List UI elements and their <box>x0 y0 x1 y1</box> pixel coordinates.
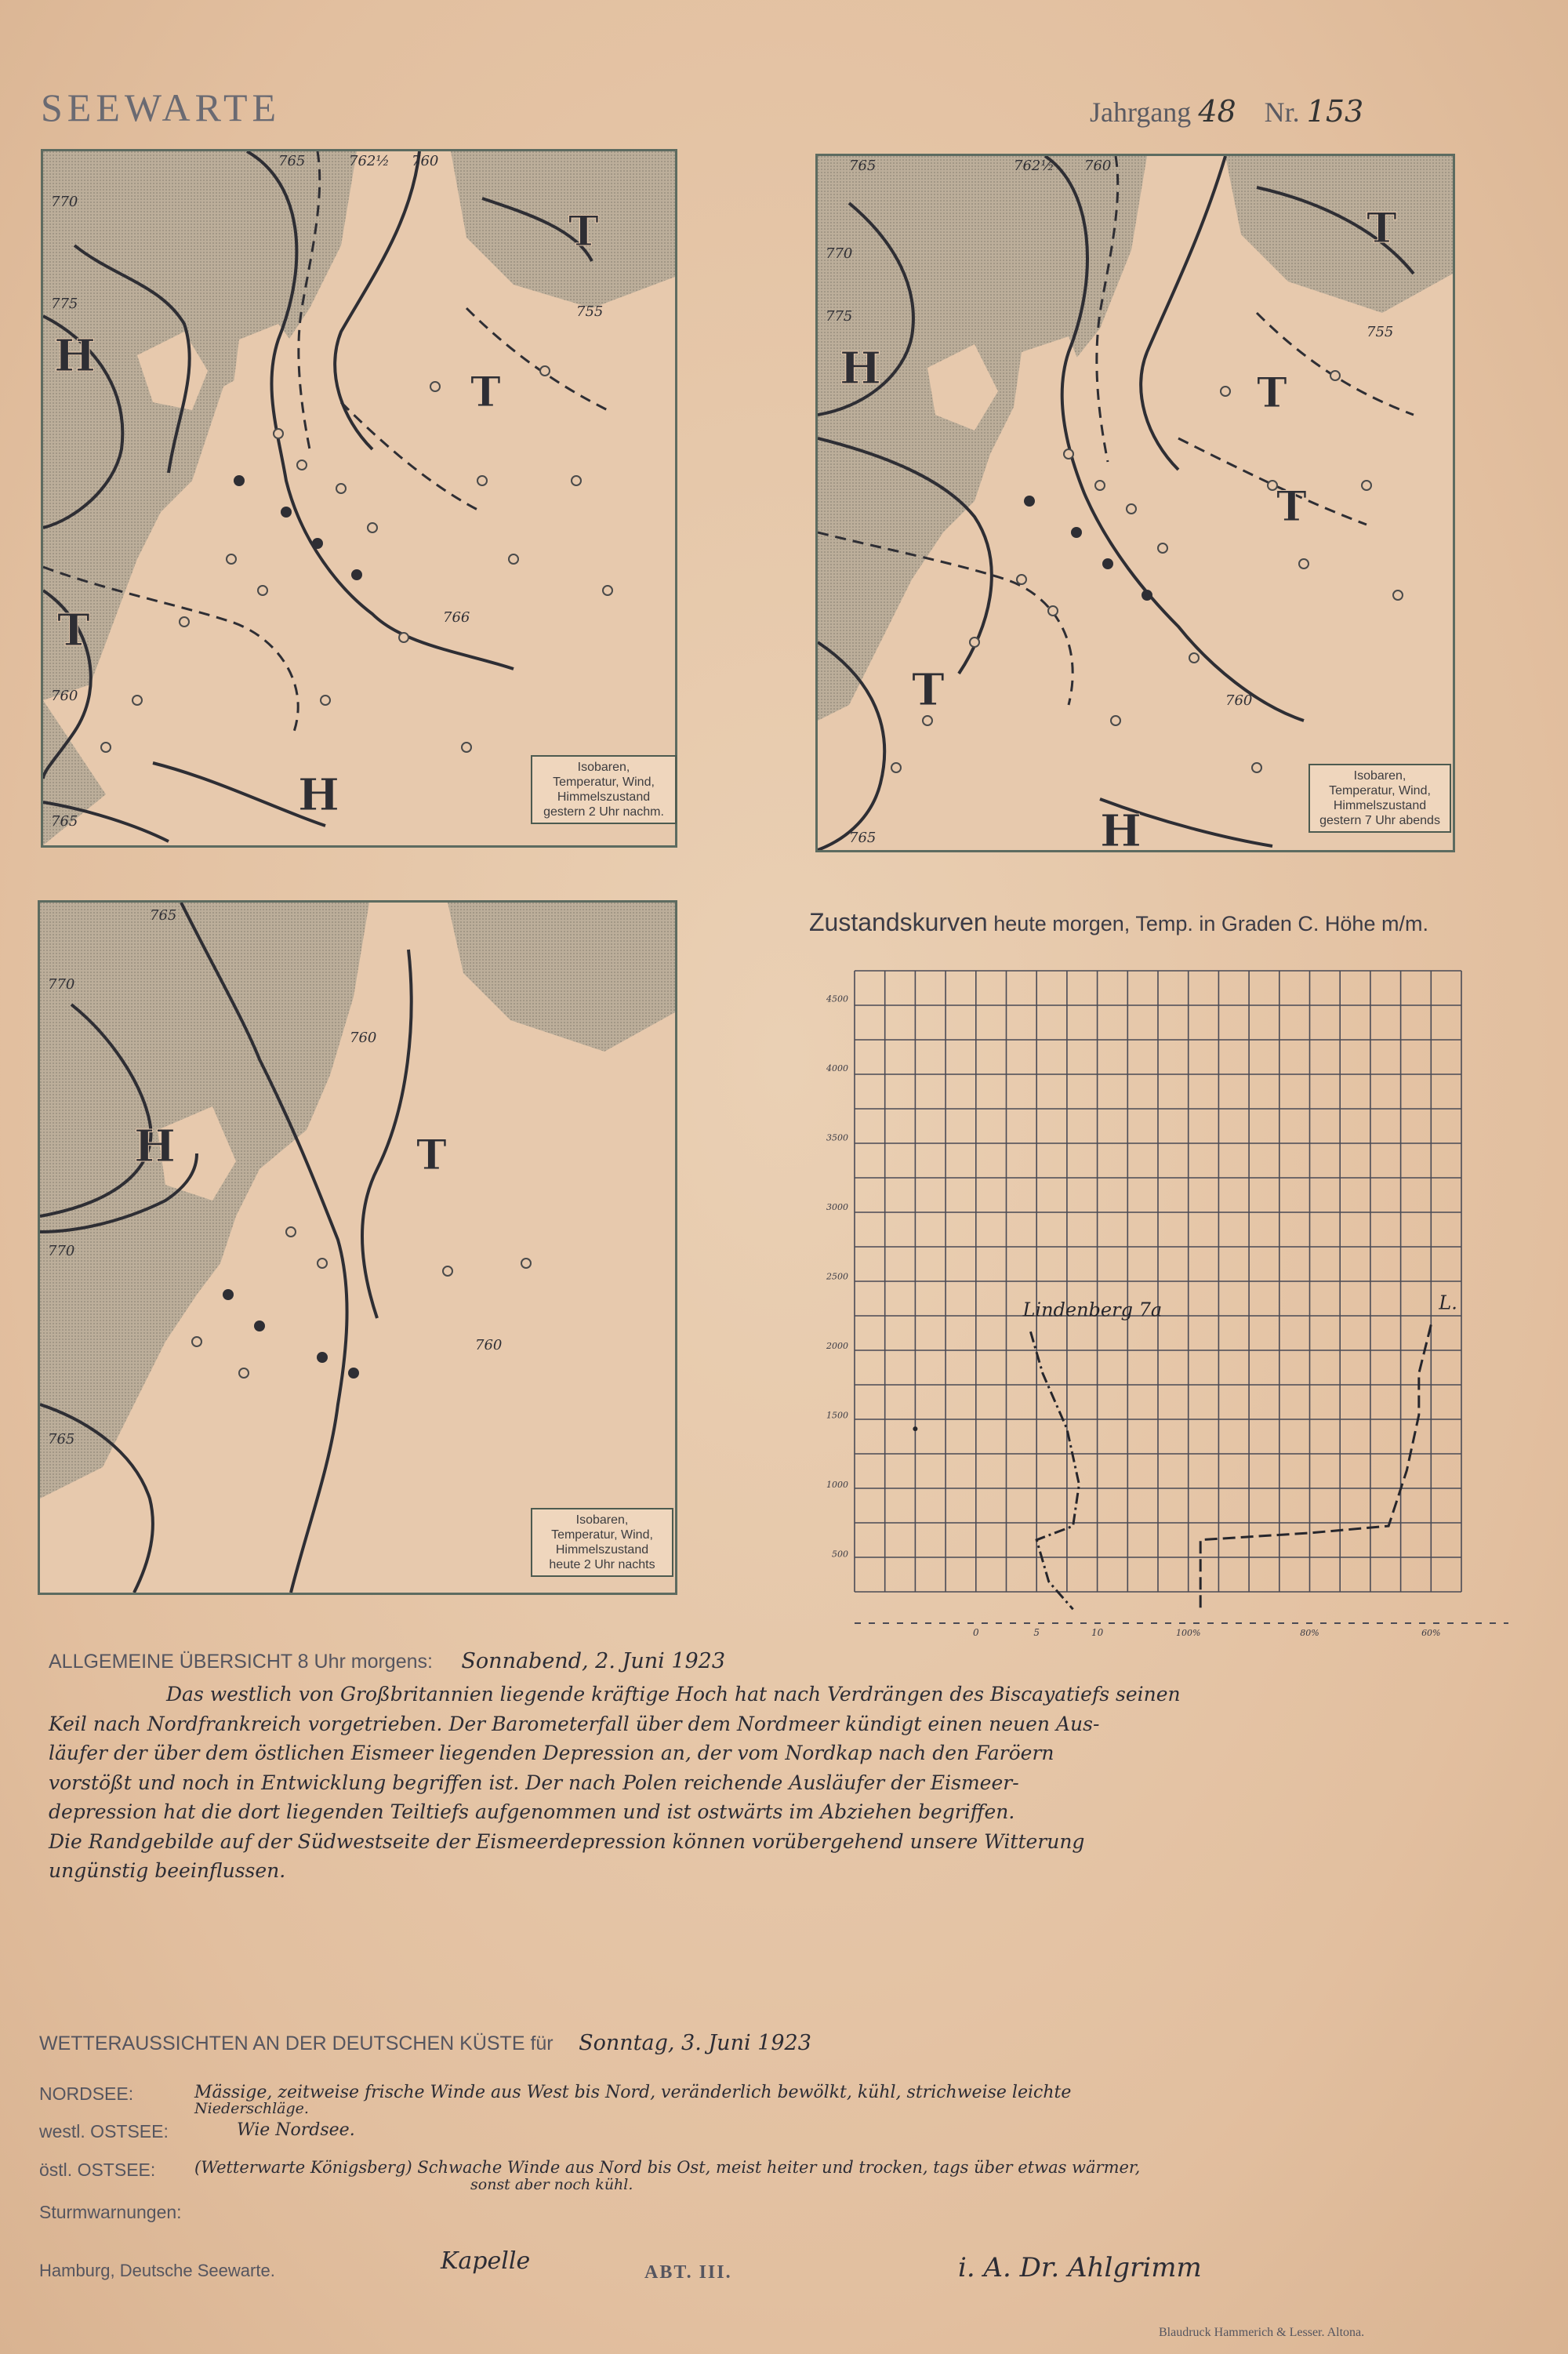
signature-left: Kapelle <box>441 2247 531 2275</box>
series-line <box>1030 1331 1079 1609</box>
svg-text:T: T <box>1257 369 1287 417</box>
svg-text:765: 765 <box>48 1431 75 1448</box>
map-drawing <box>40 903 675 1593</box>
x-tick-label-humidity: 60% <box>1421 1628 1441 1638</box>
svg-text:765: 765 <box>278 153 306 169</box>
svg-text:755: 755 <box>576 303 604 320</box>
svg-text:775: 775 <box>826 308 853 325</box>
svg-text:770: 770 <box>48 976 75 993</box>
svg-text:T: T <box>1367 205 1397 252</box>
nordsee-forecast: Mässige, zeitweise frische Winde aus West bis Nord, veränderlich bewölkt, kühl, strichweise leichte <box>194 2083 1072 2102</box>
map-drawing <box>43 151 675 845</box>
y-tick-label: 2000 <box>826 1340 848 1351</box>
footer-place: Hamburg, Deutsche Seewarte. <box>39 2261 275 2280</box>
storm-warnings-label: Sturmwarnungen: <box>39 2202 182 2222</box>
overview-date: Sonnabend, 2. Juni 1923 <box>461 1649 726 1673</box>
svg-text:T: T <box>416 1132 447 1179</box>
svg-text:765: 765 <box>849 830 877 846</box>
chart-subtitle: heute morgen, Temp. in Graden C. Höhe m/m. <box>993 912 1428 935</box>
legend-line: Temperatur, Wind, <box>551 1528 653 1542</box>
volume-value: 48 <box>1198 94 1236 129</box>
sounding-chart <box>803 902 1524 1647</box>
x-tick-label-temperature: 10 <box>1091 1627 1104 1638</box>
forecast-date: Sonntag, 3. Juni 1923 <box>579 2031 811 2055</box>
legend-line: Temperatur, Wind, <box>1329 784 1431 797</box>
westl-ostsee-forecast: Wie Nordsee. <box>237 2120 355 2140</box>
overview-line: depression hat die dort liegenden Teiltiefs aufgenommen und ist ostwärts im Abziehen begriffen. <box>49 1800 1015 1823</box>
signature-right: i. A. Dr. Ahlgrimm <box>958 2252 1202 2283</box>
svg-text:H: H <box>134 1121 176 1172</box>
series-label: L. <box>1439 1291 1457 1314</box>
department: ABT. III. <box>644 2262 732 2283</box>
overview-header <box>49 1649 1507 1673</box>
forecast-header <box>39 2031 1497 2055</box>
nordsee-forecast-cont: Niederschläge. <box>194 2100 309 2117</box>
svg-text:H: H <box>1100 805 1142 850</box>
svg-text:H: H <box>54 330 96 382</box>
map-legend <box>531 755 677 824</box>
x-tick-label-temperature: 0 <box>972 1627 979 1638</box>
overview-line: vorstößt und noch in Entwicklung begriffen ist. Der nach Polen reichende Ausläufer der Eismeer- <box>49 1771 1019 1794</box>
oestl-ostsee-forecast-cont: sonst aber noch kühl. <box>470 2176 633 2193</box>
legend-line: Temperatur, Wind, <box>553 776 655 789</box>
svg-text:766: 766 <box>443 609 470 626</box>
y-tick-label: 500 <box>832 1549 848 1560</box>
x-tick-label-humidity: 80% <box>1300 1628 1319 1638</box>
x-tick-label-temperature: 5 <box>1033 1627 1040 1638</box>
svg-text:H: H <box>298 769 339 821</box>
overview-title: ALLGEMEINE ÜBERSICHT 8 Uhr morgens: <box>49 1651 433 1673</box>
issue-info <box>1090 94 1363 129</box>
legend-line: Isobaren, <box>1353 769 1406 783</box>
oestl-ostsee-label: östl. OSTSEE: <box>39 2160 156 2180</box>
volume-label: Jahrgang <box>1090 96 1192 128</box>
number-label: Nr. <box>1264 96 1300 128</box>
legend-line: gestern 7 Uhr abends <box>1319 814 1440 827</box>
svg-text:765: 765 <box>849 158 877 174</box>
forecast-title: WETTERAUSSICHTEN AN DER DEUTSCHEN KÜSTE für <box>39 2033 554 2054</box>
svg-text:760: 760 <box>475 1337 503 1353</box>
svg-text:760: 760 <box>1225 692 1253 709</box>
legend-line: heute 2 Uhr nachts <box>549 1558 655 1571</box>
overview-line: Keil nach Nordfrankreich vorgetrieben. Der Barometerfall über dem Nordmeer kündigt einen neuen Aus- <box>49 1712 1100 1735</box>
westl-ostsee-label: westl. OSTSEE: <box>39 2121 169 2141</box>
y-tick-label: 1000 <box>826 1479 848 1490</box>
weather-map-afternoon <box>41 149 677 848</box>
printer-note: Blaudruck Hammerich & Lesser. Altona. <box>1159 2326 1365 2339</box>
legend-line: Himmelszustand <box>555 1543 649 1557</box>
overview-text <box>49 1680 1488 1886</box>
y-tick-label: 3500 <box>826 1132 848 1143</box>
chart-canvas <box>803 902 1524 1647</box>
series-line <box>1200 1324 1431 1609</box>
svg-text:760: 760 <box>350 1030 377 1046</box>
svg-text:765: 765 <box>150 907 177 924</box>
svg-text:762½: 762½ <box>1014 158 1054 174</box>
svg-text:755: 755 <box>1367 324 1394 340</box>
svg-text:760: 760 <box>51 688 78 704</box>
y-tick-label: 2500 <box>826 1271 848 1282</box>
legend-line: Himmelszustand <box>1333 799 1427 812</box>
map-legend <box>1308 764 1451 833</box>
svg-text:H: H <box>840 343 881 394</box>
legend-line: Himmelszustand <box>557 790 651 804</box>
y-tick-label: 3000 <box>826 1201 848 1212</box>
x-tick-label-humidity: 100% <box>1175 1628 1201 1638</box>
legend-line: Isobaren, <box>575 1513 629 1527</box>
svg-text:T: T <box>470 369 501 416</box>
overview-line: Die Randgebilde auf der Südwestseite der Eismeerdepression können vorübergehend unsere Witterung <box>49 1829 1085 1853</box>
overview-line: läufer der über dem östlichen Eismeer liegenden Depression an, der vom Nordkap nach den Faröern <box>49 1742 1054 1764</box>
publisher-title: SEEWARTE <box>41 85 281 129</box>
svg-text:770: 770 <box>51 194 78 210</box>
svg-text:T: T <box>1276 483 1307 531</box>
svg-text:T: T <box>912 664 945 716</box>
map-legend <box>531 1508 673 1577</box>
svg-text:775: 775 <box>51 296 78 312</box>
svg-text:770: 770 <box>826 245 853 262</box>
svg-text:765: 765 <box>51 813 78 830</box>
series-label: Lindenberg 7a <box>1022 1299 1163 1321</box>
svg-text:760: 760 <box>412 153 439 169</box>
overview-line: Das westlich von Großbritannien liegende kräftige Hoch hat nach Verdrängen des Biscayatiefs seinen <box>166 1683 1181 1706</box>
overview-line: ungünstig beeinflussen. <box>49 1859 286 1882</box>
marker-dot <box>913 1426 917 1431</box>
legend-line: Isobaren, <box>577 761 630 774</box>
svg-text:T: T <box>57 605 90 656</box>
svg-text:T: T <box>568 208 599 256</box>
svg-text:762½: 762½ <box>349 153 390 169</box>
legend-line: gestern 2 Uhr nachm. <box>543 805 664 819</box>
svg-text:760: 760 <box>1084 158 1112 174</box>
nordsee-label: NORDSEE: <box>39 2083 134 2104</box>
svg-text:770: 770 <box>48 1243 75 1259</box>
chart-title-main: Zustandskurven <box>809 908 988 936</box>
weather-map-evening <box>815 154 1455 852</box>
map-drawing <box>818 156 1453 850</box>
oestl-ostsee-forecast: (Wetterwarte Königsberg) Schwache Winde aus Nord bis Ost, meist heiter und trocken, tags über etwas wärmer, <box>194 2158 1141 2177</box>
y-tick-label: 4000 <box>826 1063 848 1073</box>
y-tick-label: 1500 <box>826 1410 848 1421</box>
weather-map-night <box>38 900 677 1595</box>
y-tick-label: 4500 <box>826 994 848 1004</box>
number-value: 153 <box>1306 94 1364 129</box>
